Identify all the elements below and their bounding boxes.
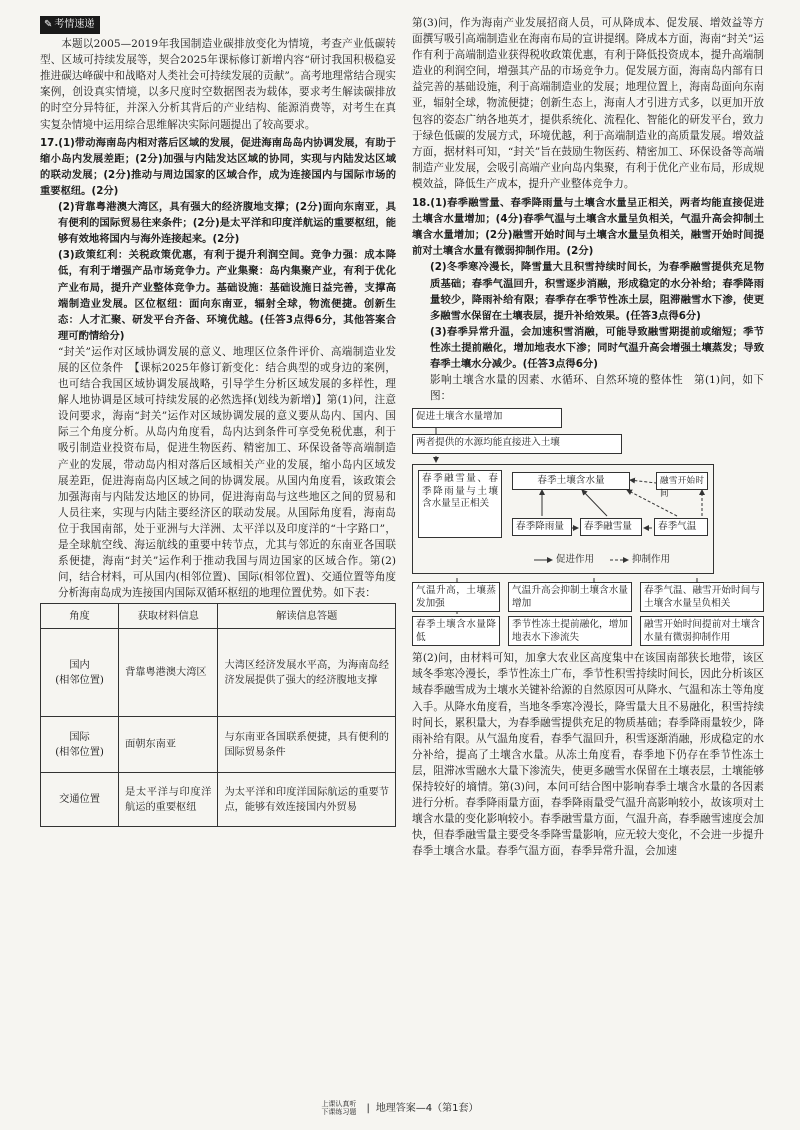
location-table: [40, 603, 396, 827]
pen-icon: ✎: [44, 19, 53, 30]
box-temp-inhibit: 气温升高会抑制土壤含水量增加: [508, 582, 632, 612]
table-cell: 为太平洋和印度洋国际航运的重要节点，能够有效连接国内外贸易: [218, 773, 396, 827]
box-water-enters-soil: 两者提供的水源均能直接进入土壤: [412, 434, 622, 454]
exam-trend-tag: [40, 16, 100, 34]
q17-a1-text: (1)带动海南岛内相对落后区域的发展，促进海南岛岛内协调发展，有助于缩小岛内发展差距；(2分)加强与内陆发达区域的协同，实现与内陆发达区域的联动发展；(2分)推动与周边国家的区域合作，成为连接国内与国际市场的重要枢纽。(2分): [40, 136, 396, 197]
q17-answer-3: (3)政策红利：关税政策优惠，有利于提升利润空间。竞争力强：成本降低，有利于增强产品市场竞争力。产业集聚：岛内集聚产业，有利于优化产业布局，提升产业整体竞争力。基础设施：基础设施日益完善，支撑高端制造业发展。区位枢纽：面向东南亚，辐射全球，物流便捷。创新生态：人才汇聚、研发平台齐备、环境优越。(任答3点得6分，其他答案合理可酌情给分): [58, 249, 396, 342]
legend-promote: 促进作用: [556, 554, 595, 566]
q17-analysis-1: “封关”运作对区域协调发展的意义、地理区位条件评价、高端制造业发展的区位条件 【课标2025年修订新变化：结合典型的或身边的案例，也可结合我国区域协调发展战略，引导学生分析区域发展的多样性，理解人地协调是区域可持续发展的必然选择(划线为新增)】第(1)问，注意设问要求，海南“封关”运作对区域协调发展的意义要从岛内、国内、国际三个角度分析。从岛内角度看，岛内达到条件可享受免税优惠，利于吸引制造业投资布局，促进生物医药、精密加工、环保设备等高端制造产业的发展，带动岛内相对落后区域相关产业的发展，缩小岛内区域发展差距，促进海南岛内区域之间的协调发展。从国内角度看，该政策会加强海南与内陆发达地区的协同，促进海南岛与这些地区之间的贸易和人员往来，实现与内陆主要经济区的联动发展。从国际角度看，海南岛位于我国南部，处于亚洲与大洋洲、太平洋以及印度洋的“十字路口”，是全球航空线、海运航线的重要中转节点，尤其与邻近的东南亚各国联系便捷，海南“封关”运作利于推动我国与周边国家的区域合作。第(2)问，结合材料，可从国内(相邻位置)、国际(相邻位置)、交通位置等角度分析海南岛成为连接国内国际双循环枢纽的地理位置优势。如下表：: [58, 345, 396, 600]
table-cell: 是太平洋与印度洋航运的重要枢纽: [119, 773, 218, 827]
table-cell: 国际 (相邻位置): [41, 717, 119, 773]
footer-separator: |: [366, 1103, 370, 1114]
q17-block: [40, 135, 396, 828]
table-cell: 大湾区经济发展水平高，为海南岛经济发展提供了强大的经济腹地支撑: [218, 629, 396, 717]
q17-answer-1: [40, 135, 396, 199]
box-promote-soil-moisture: 促进土壤含水量增加: [412, 408, 562, 428]
box-melt-start-time: 融雪开始时间: [656, 472, 708, 490]
table-cell: 与东南亚各国联系便捷，具有便利的国际贸易条件: [218, 717, 396, 773]
q18-analysis-head: 影响土壤含水量的因素、水循环、自然环境的整体性 第(1)问，如下图：: [430, 374, 764, 403]
left-column: [40, 16, 396, 829]
brand-logo: [321, 1100, 356, 1116]
table-header: 解读信息答题: [218, 604, 396, 629]
table-cell: 面朝东南亚: [119, 717, 218, 773]
q17-number: 17.: [40, 136, 59, 149]
box-evaporation: 气温升高，土壤蒸发加强: [412, 582, 500, 612]
q17-answer-2: (2)背靠粤港澳大湾区，具有强大的经济腹地支撑；(2分)面向东南亚，具有便利的国际贸易往来条件；(2分)是太平洋和印度洋航运的重要枢纽，能够有效地将国内与海外连接起来。(2分): [58, 201, 396, 246]
q18-block: [412, 195, 764, 859]
table-row: [41, 773, 396, 827]
footer-page-label: 地理答案—4（第1套）: [375, 1103, 479, 1114]
box-spring-snowmelt: 春季融雪量: [580, 518, 642, 536]
table-row: [41, 629, 396, 717]
q18-number: 18.: [412, 197, 431, 210]
logo-bottom-text: 下课练习题: [321, 1108, 357, 1116]
q18-answer-2: (2)冬季寒冷漫长，降雪量大且积雪持续时间长，为春季融雪提供充足物质基础；春季气温回升，积雪逐步消融，形成稳定的水分补给；春季降雨量较少，降雨补给有限；春季存在季节性冻土层，阻滞融雪水下渗，使更多融雪水保留在土壤表层，提升补给效果。(任答3点得6分): [430, 261, 764, 322]
soil-moisture-diagram: [412, 406, 764, 614]
box-positive-correlation-note: 春季融雪量、春季降雨量与土壤含水量呈正相关: [418, 470, 502, 538]
table-row: [41, 717, 396, 773]
table-cell: 国内 (相邻位置): [41, 629, 119, 717]
intro-paragraph: 本题以2005—2019年我国制造业碳排放变化为情境，考查产业低碳转型、区域可持续发展等，契合2025年课标修订新增内容“研讨我国积极稳妥推进碳达峰碳中和战略对人类社会可持续发展的贡献”。高考地理常结合现实案例，创设真实情境，以多尺度时空数据图表为载体，要求考生解读碳排放的时空分异特征，并深入分析其背后的产业结构、能源消费等，对考生在真实复杂情境中运用综合思维解决实际问题提出了较高要求。: [40, 38, 396, 131]
table-header: 获取材料信息: [119, 604, 218, 629]
table-cell: 背靠粤港澳大湾区: [119, 629, 218, 717]
q18-answer-1: [412, 195, 764, 259]
box-spring-soil-moisture: 春季土壤含水量: [512, 472, 630, 490]
box-soil-moisture-decrease: 春季土壤含水量降低: [412, 616, 500, 646]
diagram-bottom-row: [412, 614, 764, 648]
right-column: [412, 16, 764, 859]
table-header: 角度: [41, 604, 119, 629]
table-header-row: [41, 604, 396, 629]
box-spring-rainfall: 春季降雨量: [512, 518, 572, 536]
logo-top-text: 上课认真听: [321, 1100, 357, 1108]
box-spring-temperature: 春季气温: [654, 518, 708, 536]
q18-a1-text: (1)春季融雪量、春季降雨量与土壤含水量呈正相关，两者均能直接促进土壤含水量增加；(4分)春季气温与土壤含水量呈负相关，气温升高会抑制土壤含水量增加；(2分)融雪开始时间与土壤含水量呈负相关，融雪开始时间提前对土壤含水量有微弱抑制作用。(2分): [412, 197, 764, 258]
page-footer: [0, 1099, 800, 1116]
box-negative-correlation: 春季气温、融雪开始时间与土壤含水量呈负相关: [640, 582, 764, 612]
box-frozen-soil-thaw: 季节性冻土提前融化，增加地表水下渗流失: [508, 616, 632, 646]
q18-analysis-rest: 第(2)问，由材料可知，加拿大农业区高度集中在该国南部狭长地带，该区域冬季寒冷漫长，季节性冻土广布，季节性积雪持续时间长，因此分析该区域春季融雪成为土壤水关键补给源的自然原因可从降水、气温和冻土等角度入手。从降水角度看，当地冬季寒冷漫长，降雪量大且不易融化，积雪持续时间长，累积量大，为春季融雪提供充足的物质基础；春季降雨量较少，降雨补给有限。从气温角度看，春季气温回升，积雪逐渐消融，形成稳定的水分补给，提高了土壤含水量。从冻土角度看，春季地下仍存在季节性冻土层，阻滞冰雪融水大量下渗流失，使更多融雪水保留在土壤表层，土壤能够保持较好的墒情。第(3)问，本问可结合图中影响春季土壤含水量的各因素进行分析。春季降雨量方面，春季降雨量受气温升高影响较小，故该项对土壤含水量的变化影响较小。春季融雪量方面，气温升高，春季融雪速度会加快，但春季融雪量主要受冬季降雪量影响，应无较大变化，不会进一步提升春季土壤含水量。春季气温方面，春季异常升温，会加速: [412, 652, 764, 858]
box-melt-early: 融雪开始时间提前对土壤含水量有微弱抑制作用: [640, 616, 764, 646]
exam-trend-label: 考情速递: [54, 19, 95, 30]
q18-answer-3: (3)春季异常升温，会加速积雪消融，可能导致融雪期提前或缩短；季节性冻土提前融化，增加地表水下渗；同时气温升高会增强土壤蒸发；导致春季土壤水分减少。(任答3点得6分): [430, 325, 764, 370]
legend-inhibit: 抑制作用: [632, 554, 671, 566]
table-cell: 交通位置: [41, 773, 119, 827]
q17-analysis-2: 第(3)问，作为海南产业发展招商人员，可从降成本、促发展、增效益等方面撰写吸引高端制造业在海南布局的宣讲提纲。降成本方面，海南“封关”运作有利于高端制造业获得税收政策优惠，有利于降低投资成本，提升高端制造业的利润空间，增强其产品的市场竞争力。促发展方面，海南岛内部有日益完善的基础设施，利于高端制造业的发展；地理位置上，海南岛面向东南亚，辐射全球，物流便捷；创新生态上，海南人才引进方式多，以更加开放包容的姿态广纳各地英才，提供系统化、流程化、智能化的研发平台，致力于绿色低碳的发展方式，环境优越，利于高端制造业的高质量发展。增效益方面，据材料可知，“封关”旨在鼓励生物医药、精密加工、环保设备等高端制造产业发展，会吸引高端产业向岛内集聚，有利于优化产业布局，形成规模效益，降低生产成本，提升产业整体竞争力。: [412, 17, 764, 190]
